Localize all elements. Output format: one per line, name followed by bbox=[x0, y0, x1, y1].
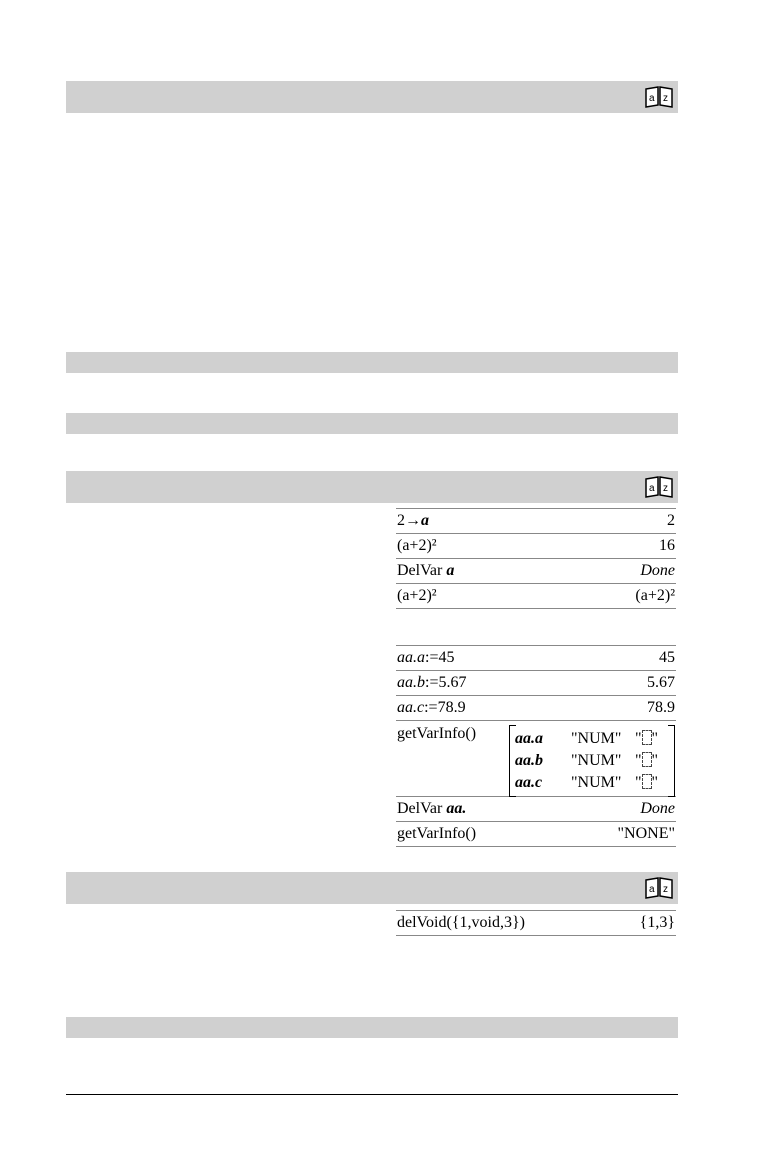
calc-input: getVarInfo() bbox=[397, 725, 477, 742]
calc-history-block-1 bbox=[396, 508, 676, 609]
calc-row bbox=[396, 910, 676, 936]
calc-row bbox=[396, 671, 676, 696]
svg-text:z: z bbox=[663, 483, 668, 494]
section-header-bar-4 bbox=[66, 471, 678, 503]
matrix-cell: " " bbox=[635, 774, 659, 791]
calc-row bbox=[396, 645, 676, 671]
catalog-book-icon bbox=[644, 876, 674, 900]
calc-output: 16 bbox=[659, 537, 675, 554]
result-matrix bbox=[509, 725, 675, 797]
matrix-cell: "NUM" bbox=[571, 730, 622, 747]
calc-output: "NONE" bbox=[617, 825, 675, 842]
svg-text:z: z bbox=[663, 884, 668, 895]
matrix-cell: "NUM" bbox=[571, 752, 622, 769]
calc-row bbox=[396, 822, 676, 847]
calc-output: 2 bbox=[667, 512, 675, 529]
section-header-bar-6 bbox=[66, 1017, 678, 1038]
calc-input: DelVar bbox=[397, 800, 447, 817]
calc-input-var: aa. bbox=[446, 800, 467, 817]
calc-history-block-3 bbox=[396, 910, 676, 936]
footer-rule bbox=[66, 1094, 678, 1095]
section-header-bar-3 bbox=[66, 413, 678, 434]
calc-input-var: aa.a bbox=[397, 649, 425, 666]
calc-output: (a+2)² bbox=[635, 587, 675, 604]
matrix-cell: " " bbox=[635, 752, 659, 769]
calc-input-var: a bbox=[421, 512, 429, 529]
calc-input: getVarInfo() bbox=[397, 825, 477, 842]
section-header-bar-2 bbox=[66, 352, 678, 373]
calc-history-block-2 bbox=[396, 645, 676, 847]
calc-input-var: aa.c bbox=[397, 699, 425, 716]
void-box-icon bbox=[642, 730, 652, 745]
catalog-book-icon bbox=[644, 475, 674, 499]
calc-input: :=78.9 bbox=[424, 699, 466, 716]
matrix-cell: aa.c bbox=[515, 774, 543, 791]
calc-output: 45 bbox=[659, 649, 675, 666]
calc-input: 2→ bbox=[397, 512, 421, 529]
calc-input: delVoid({1,void,3}) bbox=[397, 914, 525, 931]
calc-row bbox=[396, 508, 676, 534]
calc-input-var: aa.b bbox=[397, 674, 425, 691]
calc-input-var: a bbox=[446, 562, 455, 579]
section-header-bar-5 bbox=[66, 872, 678, 904]
svg-text:a: a bbox=[649, 93, 655, 104]
matrix-cell: aa.a bbox=[515, 730, 543, 747]
calc-row bbox=[396, 696, 676, 721]
calc-row bbox=[396, 721, 676, 797]
catalog-book-icon bbox=[644, 85, 674, 109]
calc-row bbox=[396, 534, 676, 559]
calc-output: 5.67 bbox=[647, 674, 675, 691]
calc-output: Done bbox=[640, 562, 675, 579]
calc-input: :=5.67 bbox=[425, 674, 467, 691]
calc-row bbox=[396, 797, 676, 822]
matrix-cell: aa.b bbox=[515, 752, 543, 769]
void-box-icon bbox=[642, 752, 652, 767]
calc-input: :=45 bbox=[425, 649, 455, 666]
svg-text:z: z bbox=[663, 93, 668, 104]
calc-row bbox=[396, 584, 676, 609]
calc-output: 78.9 bbox=[647, 699, 675, 716]
calc-input: (a+2)² bbox=[397, 587, 437, 604]
calc-input: (a+2)² bbox=[397, 537, 437, 554]
matrix-cell: "NUM" bbox=[571, 774, 622, 791]
void-box-icon bbox=[642, 774, 652, 789]
calc-output: Done bbox=[640, 800, 675, 817]
calc-row bbox=[396, 559, 676, 584]
calc-output: {1,3} bbox=[639, 914, 675, 931]
svg-text:a: a bbox=[649, 483, 655, 494]
calc-input: DelVar bbox=[397, 562, 447, 579]
matrix-cell: " " bbox=[635, 730, 659, 747]
section-header-bar-1 bbox=[66, 81, 678, 113]
svg-text:a: a bbox=[649, 884, 655, 895]
